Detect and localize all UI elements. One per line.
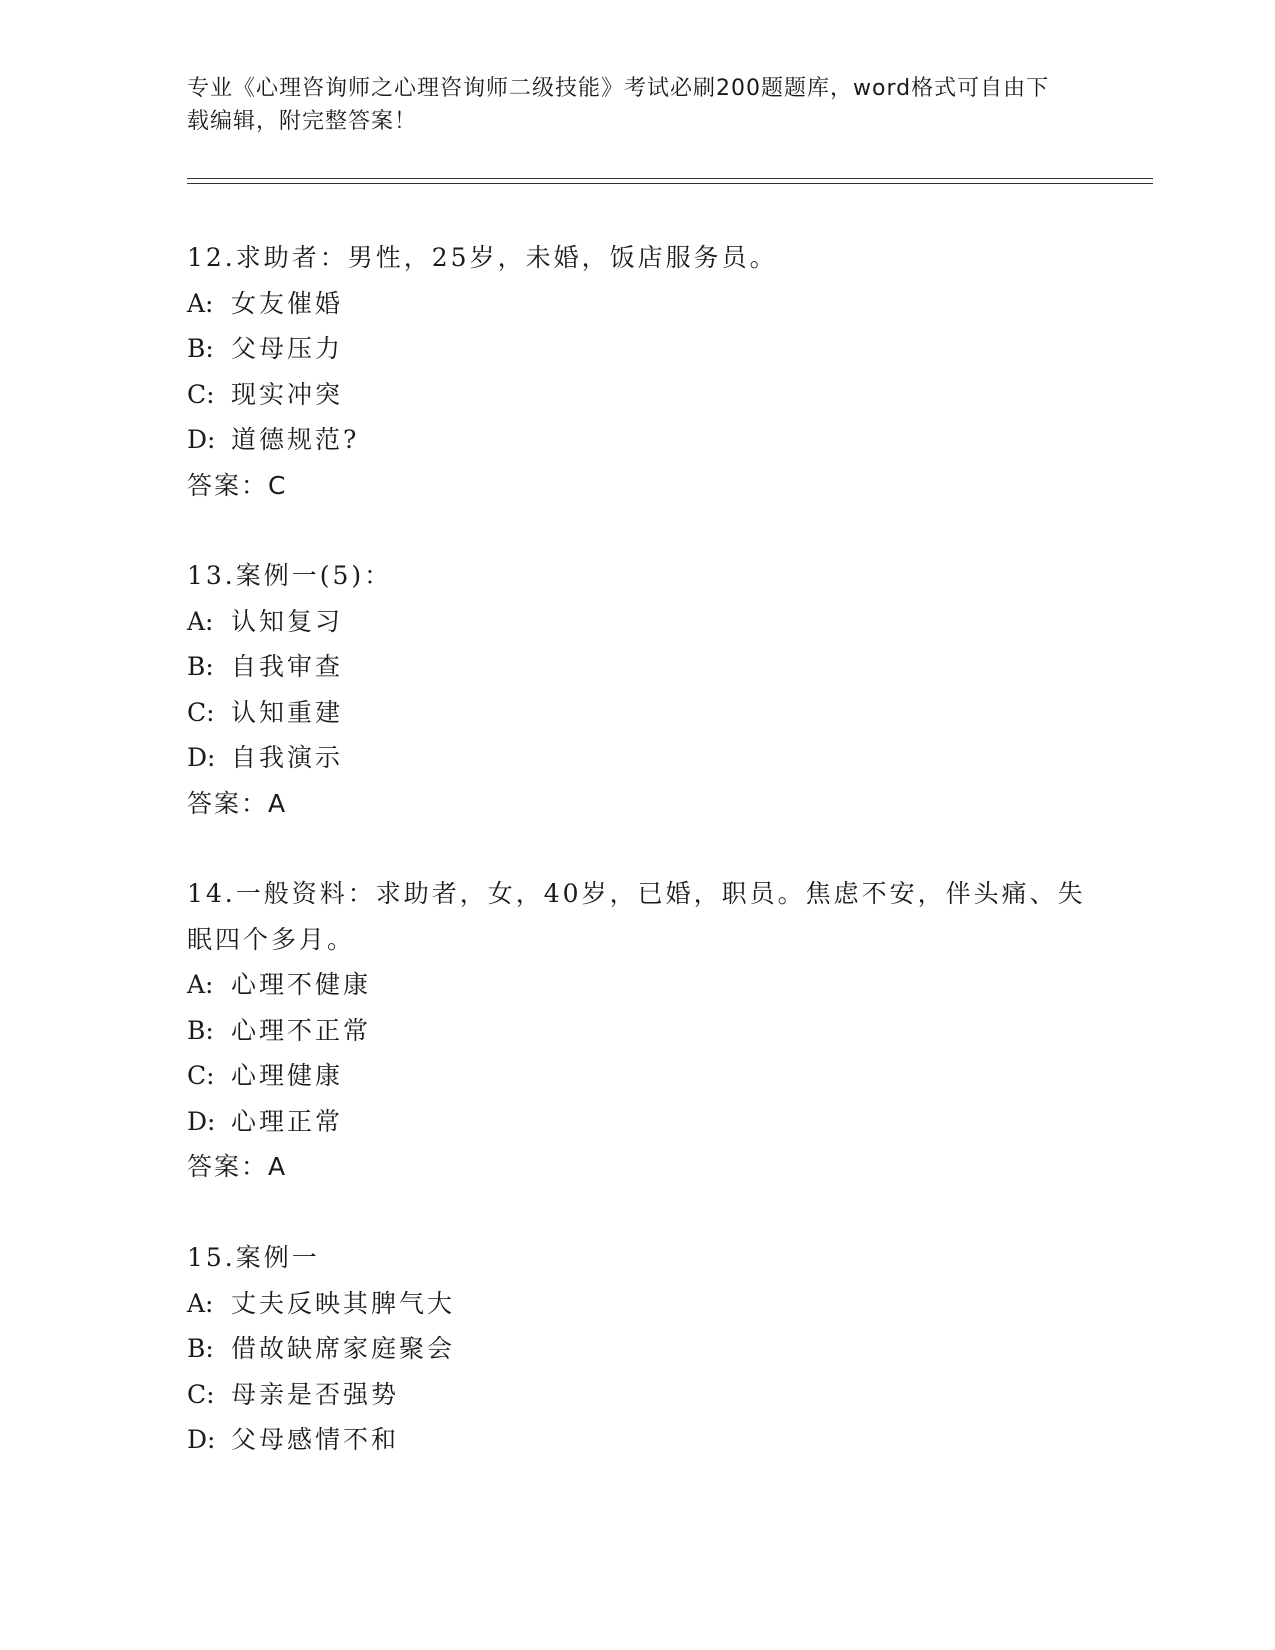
answer-line: 答案：C xyxy=(187,470,288,500)
option-d xyxy=(187,1099,1087,1145)
option-text: 丈夫反映其脾气大 xyxy=(231,1288,456,1318)
option-a xyxy=(187,281,1087,327)
option-key: C: xyxy=(187,1379,215,1409)
option-text: 父母感情不和 xyxy=(231,1425,400,1454)
option-text: 认知重建 xyxy=(231,697,344,727)
question-stem: 12.求助者：男性，25岁，未婚，饭店服务员。 xyxy=(187,243,778,272)
option-key: A: xyxy=(187,288,214,318)
option-key: D: xyxy=(187,743,216,772)
option-text: 自我演示 xyxy=(231,743,344,772)
option-key: A: xyxy=(187,970,214,999)
header-divider-bottom xyxy=(187,183,1153,184)
option-d xyxy=(187,1417,1087,1463)
option-key: B: xyxy=(187,652,214,681)
answer-line: 答案：A xyxy=(187,1152,288,1181)
option-text: 自我审查 xyxy=(231,652,344,681)
option-c xyxy=(187,372,1087,418)
option-key: D: xyxy=(187,425,216,454)
option-b xyxy=(187,326,1087,372)
option-text: 心理正常 xyxy=(231,1106,344,1136)
option-key: C: xyxy=(187,379,215,409)
option-key: A: xyxy=(187,1288,214,1318)
question-stem: 13.案例一(5)： xyxy=(187,561,393,590)
option-text: 心理健康 xyxy=(231,1061,344,1090)
option-key: B: xyxy=(187,1334,214,1363)
option-text: 现实冲突 xyxy=(231,379,344,409)
option-text: 道德规范? xyxy=(231,425,360,454)
question-14 xyxy=(187,871,1087,1190)
question-13 xyxy=(187,553,1087,826)
option-c xyxy=(187,690,1087,736)
option-key: C: xyxy=(187,1061,215,1090)
question-15 xyxy=(187,1235,1087,1463)
option-key: A: xyxy=(187,606,214,636)
option-a xyxy=(187,599,1087,645)
option-text: 女友催婚 xyxy=(231,288,344,318)
option-a xyxy=(187,962,1087,1008)
option-key: B: xyxy=(187,334,214,363)
option-key: B: xyxy=(187,1015,214,1045)
option-b xyxy=(187,644,1087,690)
option-text: 心理不健康 xyxy=(231,970,372,999)
option-a xyxy=(187,1281,1087,1327)
option-d xyxy=(187,735,1087,781)
option-d xyxy=(187,417,1087,463)
option-text: 母亲是否强势 xyxy=(231,1379,400,1409)
question-stem: 15.案例一 xyxy=(187,1243,320,1272)
option-text: 心理不正常 xyxy=(231,1015,372,1045)
question-12 xyxy=(187,235,1087,508)
option-b xyxy=(187,1008,1087,1054)
option-c xyxy=(187,1053,1087,1099)
option-text: 认知复习 xyxy=(231,606,344,636)
header-divider-top xyxy=(187,178,1153,179)
answer-line: 答案：A xyxy=(187,788,288,818)
option-text: 父母压力 xyxy=(231,334,344,363)
option-key: D: xyxy=(187,1425,216,1454)
option-text: 借故缺席家庭聚会 xyxy=(231,1334,456,1363)
option-c xyxy=(187,1372,1087,1418)
question-stem: 14.一般资料：求助者，女，40岁，已婚，职员。焦虑不安，伴头痛、失眠四个多月。 xyxy=(187,879,1086,954)
document-header: 专业《心理咨询师之心理咨询师二级技能》考试必刷200题题库，word格式可自由下载编辑，附完整答案！ xyxy=(187,76,1050,134)
option-key: C: xyxy=(187,697,215,727)
option-b xyxy=(187,1326,1087,1372)
option-key: D: xyxy=(187,1106,216,1136)
